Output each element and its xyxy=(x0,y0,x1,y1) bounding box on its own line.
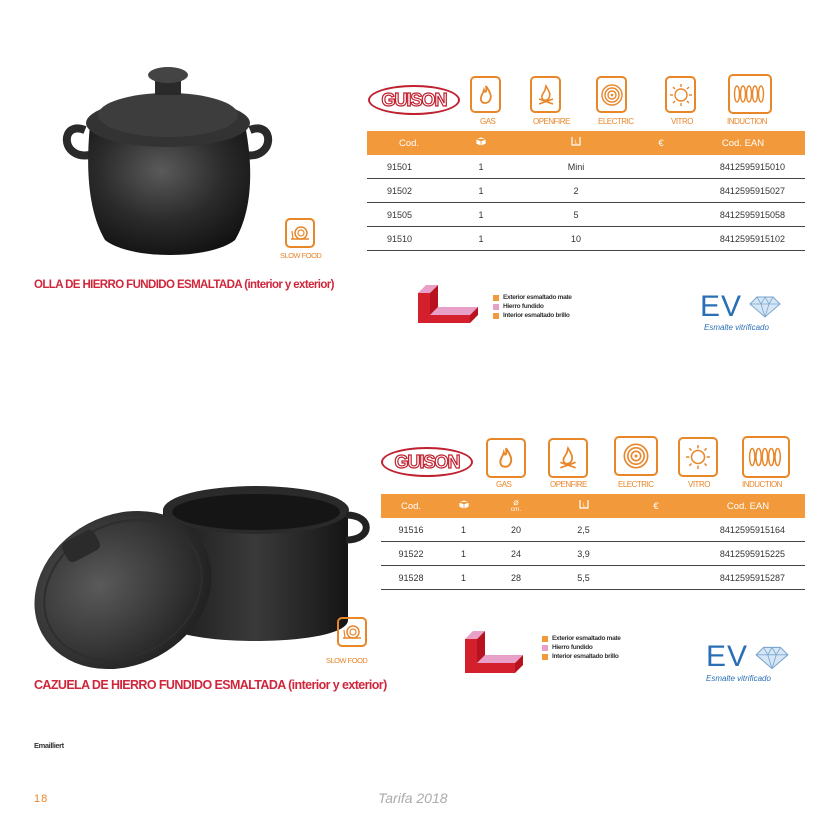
heat-label-electric: ELECTRIC xyxy=(618,480,654,489)
table-header xyxy=(367,131,805,155)
cell-size: 2 xyxy=(511,179,641,203)
product2-title xyxy=(34,678,387,692)
cell-cm: 20 xyxy=(486,518,546,542)
induction-coil-icon xyxy=(728,74,772,114)
table-row xyxy=(367,203,805,227)
cell-cod: 91528 xyxy=(381,566,441,590)
cell-ean: 8412595915225 xyxy=(691,542,805,566)
open-fire-icon xyxy=(530,76,561,113)
cell-qty: 1 xyxy=(441,566,486,590)
vitro-ceramic-icon xyxy=(678,437,718,477)
table-row xyxy=(381,542,805,566)
slow-food-icon xyxy=(285,218,315,248)
heat-label-gas: GAS xyxy=(480,117,496,126)
product-photo-cazuela xyxy=(28,470,373,675)
legend-item: Hierro fundido xyxy=(542,643,621,652)
cell-capacity: 5,5 xyxy=(546,566,621,590)
cell-price xyxy=(641,155,681,179)
col-capacity-icon xyxy=(511,131,641,155)
cell-qty: 1 xyxy=(441,518,486,542)
vitro-ceramic-icon xyxy=(665,76,696,113)
svg-text:L: L xyxy=(582,502,585,509)
cell-price xyxy=(621,542,691,566)
heat-label-openfire: OPENFIRE xyxy=(533,117,570,126)
legend-item: Hierro fundido xyxy=(493,302,572,311)
cell-cod: 91522 xyxy=(381,542,441,566)
col-cod: Cod. xyxy=(381,494,441,518)
cell-cod: 91510 xyxy=(367,227,451,251)
cell-ean: 8412595915287 xyxy=(691,566,805,590)
col-price: € xyxy=(621,494,691,518)
cell-ean: 8412595915164 xyxy=(691,518,805,542)
slow-food-label: SLOW FOOD xyxy=(326,656,368,665)
col-diameter: ⌀ cm. xyxy=(486,494,546,518)
cell-price xyxy=(621,518,691,542)
table-row xyxy=(381,566,805,590)
product2-table xyxy=(381,494,805,590)
table-row xyxy=(381,518,805,542)
svg-text:L: L xyxy=(574,139,578,146)
legend-item: Exterior esmaltado mate xyxy=(542,634,621,643)
page-number: 18 xyxy=(34,793,49,805)
guison-logo: GUISON xyxy=(381,447,473,477)
induction-coil-icon xyxy=(742,436,790,478)
cell-cod: 91502 xyxy=(367,179,451,203)
col-ean: Cod. EAN xyxy=(691,494,805,518)
cell-capacity: 2,5 xyxy=(546,518,621,542)
heat-label-vitro: VITRO xyxy=(671,117,693,126)
legend-item: Exterior esmaltado mate xyxy=(493,293,572,302)
guison-logo: GUISON xyxy=(368,85,460,115)
product2-title-main: CAZUELA DE HIERRO FUNDIDO ESMALTADA xyxy=(34,678,286,692)
cell-cod: 91505 xyxy=(367,203,451,227)
product1-table xyxy=(367,131,805,251)
col-price: € xyxy=(641,131,681,155)
cell-ean: 8412595915058 xyxy=(681,203,805,227)
layers-legend xyxy=(493,293,572,320)
col-ean: Cod. EAN xyxy=(681,131,805,155)
footer-brand: Emailliert xyxy=(34,741,64,750)
table-row xyxy=(367,179,805,203)
ev-mark: EV xyxy=(700,290,743,323)
enamel-layers-icon xyxy=(412,281,482,335)
gas-flame-icon xyxy=(486,438,526,478)
col-box-icon xyxy=(441,494,486,518)
cell-ean: 8412595915027 xyxy=(681,179,805,203)
cell-price xyxy=(621,566,691,590)
heat-label-vitro: VITRO xyxy=(688,480,710,489)
heat-label-gas: GAS xyxy=(496,480,512,489)
col-capacity-icon xyxy=(546,494,621,518)
cell-size: Mini xyxy=(511,155,641,179)
table-header xyxy=(381,494,805,518)
layers-legend xyxy=(542,634,621,661)
ev-mark: EV xyxy=(706,640,749,673)
cell-qty: 1 xyxy=(451,179,511,203)
heat-label-induction: INDUCTION xyxy=(727,117,767,126)
cell-qty: 1 xyxy=(451,203,511,227)
cell-cod: 91501 xyxy=(367,155,451,179)
product1-title xyxy=(34,279,334,291)
cell-price xyxy=(641,179,681,203)
cell-qty: 1 xyxy=(451,227,511,251)
cell-price xyxy=(641,227,681,251)
table-row xyxy=(367,227,805,251)
slow-food-label: SLOW FOOD xyxy=(280,251,322,260)
product1-title-paren: (interior y exterior) xyxy=(244,279,334,291)
product1-title-main: OLLA DE HIERRO FUNDIDO ESMALTADA xyxy=(34,279,242,291)
diamond-icon xyxy=(754,645,790,671)
cell-price xyxy=(641,203,681,227)
enamel-layers-icon xyxy=(459,625,529,685)
cell-qty: 1 xyxy=(441,542,486,566)
heat-label-induction: INDUCTION xyxy=(742,480,782,489)
slow-food-icon xyxy=(337,617,367,647)
cell-ean: 8412595915010 xyxy=(681,155,805,179)
diamond-icon xyxy=(748,295,782,319)
open-fire-icon xyxy=(548,438,588,478)
cell-size: 10 xyxy=(511,227,641,251)
electric-spiral-icon xyxy=(614,436,658,476)
col-cod: Cod. xyxy=(367,131,451,155)
cell-qty: 1 xyxy=(451,155,511,179)
heat-label-electric: ELECTRIC xyxy=(598,117,634,126)
table-row xyxy=(367,155,805,179)
cell-cm: 28 xyxy=(486,566,546,590)
electric-spiral-icon xyxy=(596,76,627,113)
gas-flame-icon xyxy=(470,76,501,113)
product2-title-paren: (interior y exterior) xyxy=(288,678,387,692)
legend-item: Interior esmaltado brillo xyxy=(493,311,572,320)
ev-caption: Esmalte vitrificado xyxy=(704,323,769,332)
cell-ean: 8412595915102 xyxy=(681,227,805,251)
cell-size: 5 xyxy=(511,203,641,227)
cell-cm: 24 xyxy=(486,542,546,566)
legend-item: Interior esmaltado brillo xyxy=(542,652,621,661)
heat-label-openfire: OPENFIRE xyxy=(550,480,587,489)
cell-capacity: 3,9 xyxy=(546,542,621,566)
col-box-icon xyxy=(451,131,511,155)
ev-caption: Esmalte vitrificado xyxy=(706,674,771,683)
tarifa-year: Tarifa 2018 xyxy=(378,790,448,806)
cell-cod: 91516 xyxy=(381,518,441,542)
